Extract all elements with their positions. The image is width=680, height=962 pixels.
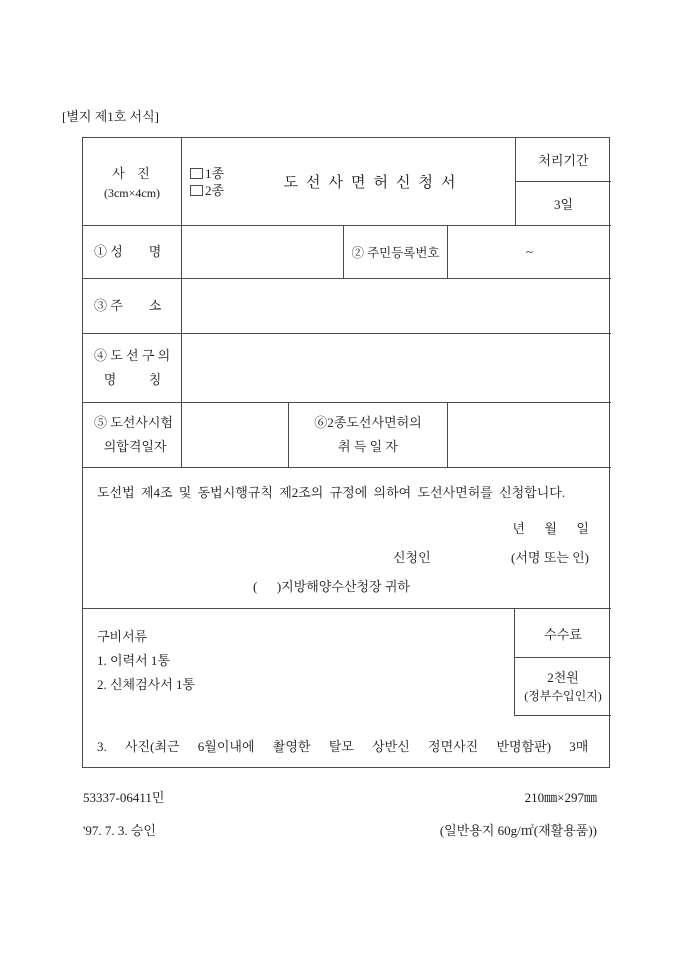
license2-field-label (289, 403, 448, 468)
grade2-label: 2종 (205, 182, 225, 198)
exam-date-input-cell[interactable] (182, 403, 289, 468)
attachments-title: 구비서류 (97, 629, 148, 644)
address-input-cell[interactable] (182, 279, 611, 334)
rrn-input-cell[interactable] (448, 226, 611, 279)
fee-amount-cell (514, 658, 611, 716)
grade1-option[interactable] (190, 165, 224, 182)
district-input-cell[interactable] (182, 334, 611, 403)
name-input-cell[interactable] (182, 226, 344, 279)
form-title: 도선사면허신청서 (283, 175, 464, 191)
district-label-line2: 명 칭 (94, 372, 162, 387)
signature-note: (서명 또는 인) (511, 550, 589, 565)
photo-box (83, 138, 182, 226)
license2-label-line1: ⑥2종도선사면허의 (314, 415, 422, 430)
application-form-table (82, 137, 610, 768)
grade1-label: 1종 (205, 165, 225, 181)
form-note: [별지 제1호 서식] (62, 109, 160, 124)
fee-label-cell: 수수료 (514, 609, 611, 658)
district-field-label (83, 334, 182, 403)
exam-label-line1: ⑤ 도선사시험 (94, 415, 174, 430)
district-label-line1: ④ 도 선 구 의 (94, 348, 171, 363)
attachments-list (97, 625, 195, 697)
applicant-label: 신청인 (393, 550, 431, 565)
license2-date-input-cell[interactable] (448, 403, 611, 468)
processing-period-value: 3일 (516, 182, 611, 226)
addressee-line: ( )지방해양수산청장 귀하 (253, 579, 410, 594)
grade2-option[interactable] (190, 182, 224, 199)
exam-label-line2: 의합격일자 (94, 439, 167, 454)
grade-checkbox-group (182, 165, 224, 199)
grade2-checkbox-icon[interactable] (190, 185, 203, 196)
attachment-item-2: 2. 신체검사서 1통 (97, 677, 196, 692)
title-cell (182, 138, 516, 226)
fee-amount: 2천원 (547, 669, 579, 685)
attachment-item-1: 1. 이력서 1통 (97, 653, 170, 668)
fee-note: (정부수입인지) (524, 688, 602, 703)
grade1-checkbox-icon[interactable] (190, 168, 203, 179)
photo-label: 사 진 (112, 165, 152, 181)
rrn-field-label: ② 주민등록번호 (344, 226, 448, 279)
paper-size: 210㎜×297㎜ (524, 790, 597, 805)
processing-period-label: 처리기간 (516, 138, 611, 182)
exam-field-label (83, 403, 182, 468)
declaration-body: 도선법 제4조 및 동법시행규칙 제2조의 규정에 의하여 도선사면허를 신청합니다. (97, 485, 566, 500)
photo-size-label: (3cm×4cm) (103, 185, 161, 200)
name-field-label: ① 성 명 (83, 226, 182, 279)
declaration-date-line: 년 월 일 (512, 521, 589, 536)
paper-spec: (일반용지 60g/㎡(재활용품)) (439, 823, 597, 838)
attachment-item-3: 3. 사진(최근 6월이내에 촬영한 탈모 상반신 정면사진 반명함판) 3매 (97, 739, 589, 754)
document-number: 53337-06411민 (83, 790, 165, 805)
license2-label-line2: 취 득 일 자 (338, 439, 398, 454)
approval-date: '97. 7. 3. 승인 (83, 823, 156, 838)
address-field-label: ③ 주 소 (83, 279, 182, 334)
declaration-section (83, 468, 611, 609)
rrn-tilde: ~ (525, 244, 534, 259)
